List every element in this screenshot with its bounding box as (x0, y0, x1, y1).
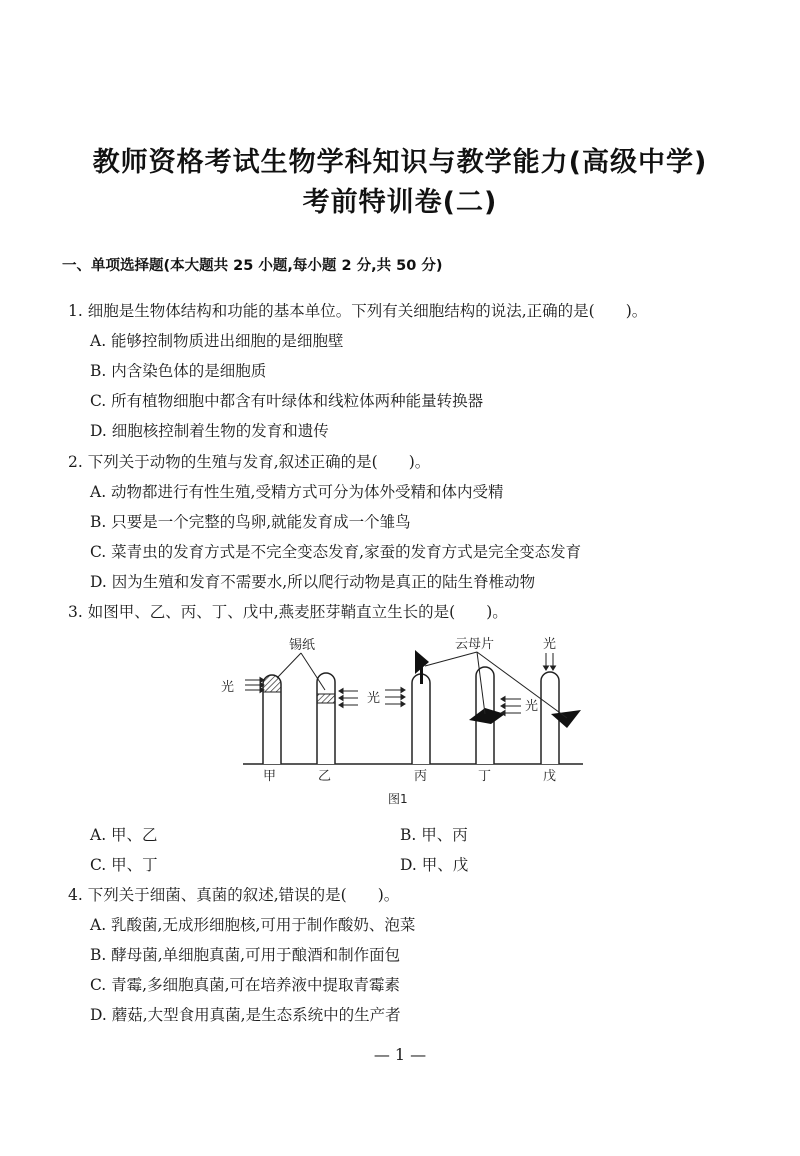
mica-label: 云母片 (455, 637, 495, 652)
question-1-option-a: A. 能够控制物质进出细胞的是细胞壁 (90, 332, 344, 350)
coleoptile-figure (215, 628, 595, 788)
figure-caption: 图1 (388, 792, 408, 806)
question-4-option-c: C. 青霉,多细胞真菌,可在培养液中提取青霉素 (90, 976, 401, 994)
label-bing: 丙 (414, 769, 428, 784)
page-number: — 1 — (373, 1045, 427, 1064)
light-arrows-wu (544, 653, 556, 670)
question-3-option-b: B. 甲、丙 (400, 826, 468, 844)
light-arrows-yi (339, 689, 358, 708)
tinfoil-pointer-jia (277, 653, 301, 678)
light-label-wu: 光 (543, 637, 557, 652)
coleoptile-yi (317, 673, 335, 764)
label-yi: 乙 (318, 769, 332, 784)
light-arrows-jia (245, 678, 264, 693)
question-1-stem: 1. 细胞是生物体结构和功能的基本单位。下列有关细胞结构的说法,正确的是( )。 (68, 302, 648, 320)
question-4-stem: 4. 下列关于细菌、真菌的叙述,错误的是( )。 (68, 886, 400, 904)
question-1-option-d: D. 细胞核控制着生物的发育和遗传 (90, 422, 329, 440)
label-jia: 甲 (263, 769, 277, 784)
question-3-stem: 3. 如图甲、乙、丙、丁、戊中,燕麦胚芽鞘直立生长的是( )。 (68, 603, 508, 621)
light-label-jia: 光 (221, 680, 235, 695)
label-ding: 丁 (478, 769, 492, 784)
tinfoil-pointer-yi (301, 653, 325, 690)
question-3-option-d: D. 甲、戊 (400, 856, 469, 874)
exam-subtitle: 考前特训卷(二) (302, 187, 498, 218)
question-4-option-d: D. 蘑菇,大型食用真菌,是生态系统中的生产者 (90, 1006, 401, 1024)
tinfoil-band-yi (317, 694, 335, 703)
question-3-option-c: C. 甲、丁 (90, 856, 158, 874)
label-wu: 戊 (543, 769, 557, 784)
question-2-option-a: A. 动物都进行有性生殖,受精方式可分为体外受精和体内受精 (90, 483, 504, 501)
question-4-option-b: B. 酵母菌,单细胞真菌,可用于酿酒和制作面包 (90, 946, 401, 964)
question-2-option-b: B. 只要是一个完整的鸟卵,就能发育成一个雏鸟 (90, 513, 411, 531)
tinfoil-label: 锡纸 (289, 638, 316, 653)
mica-pointer-bing (425, 652, 477, 666)
question-2-option-c: C. 菜青虫的发育方式是不完全变态发育,家蚕的发育方式是完全变态发育 (90, 543, 582, 561)
exam-title: 教师资格考试生物学科知识与教学能力(高级中学) (92, 147, 708, 178)
question-2-stem: 2. 下列关于动物的生殖与发育,叙述正确的是( )。 (68, 453, 431, 471)
question-2-option-d: D. 因为生殖和发育不需要水,所以爬行动物是真正的陆生脊椎动物 (90, 573, 536, 591)
question-1-option-c: C. 所有植物细胞中都含有叶绿体和线粒体两种能量转换器 (90, 392, 484, 410)
question-1-option-b: B. 内含染色体的是细胞质 (90, 362, 267, 380)
light-label-yi: 光 (367, 691, 381, 706)
coleoptile-bing (412, 674, 430, 764)
light-arrows-ding (501, 697, 521, 716)
question-4-option-a: A. 乳酸菌,无成形细胞核,可用于制作酸奶、泡菜 (90, 916, 416, 934)
mica-sheet-ding (469, 708, 505, 724)
light-arrows-bing (385, 688, 405, 707)
section-heading: 一、单项选择题(本大题共 25 小题,每小题 2 分,共 50 分) (62, 258, 443, 274)
question-3-option-a: A. 甲、乙 (90, 826, 158, 844)
light-label-ding: 光 (525, 699, 539, 714)
tinfoil-cap-jia (263, 675, 281, 692)
